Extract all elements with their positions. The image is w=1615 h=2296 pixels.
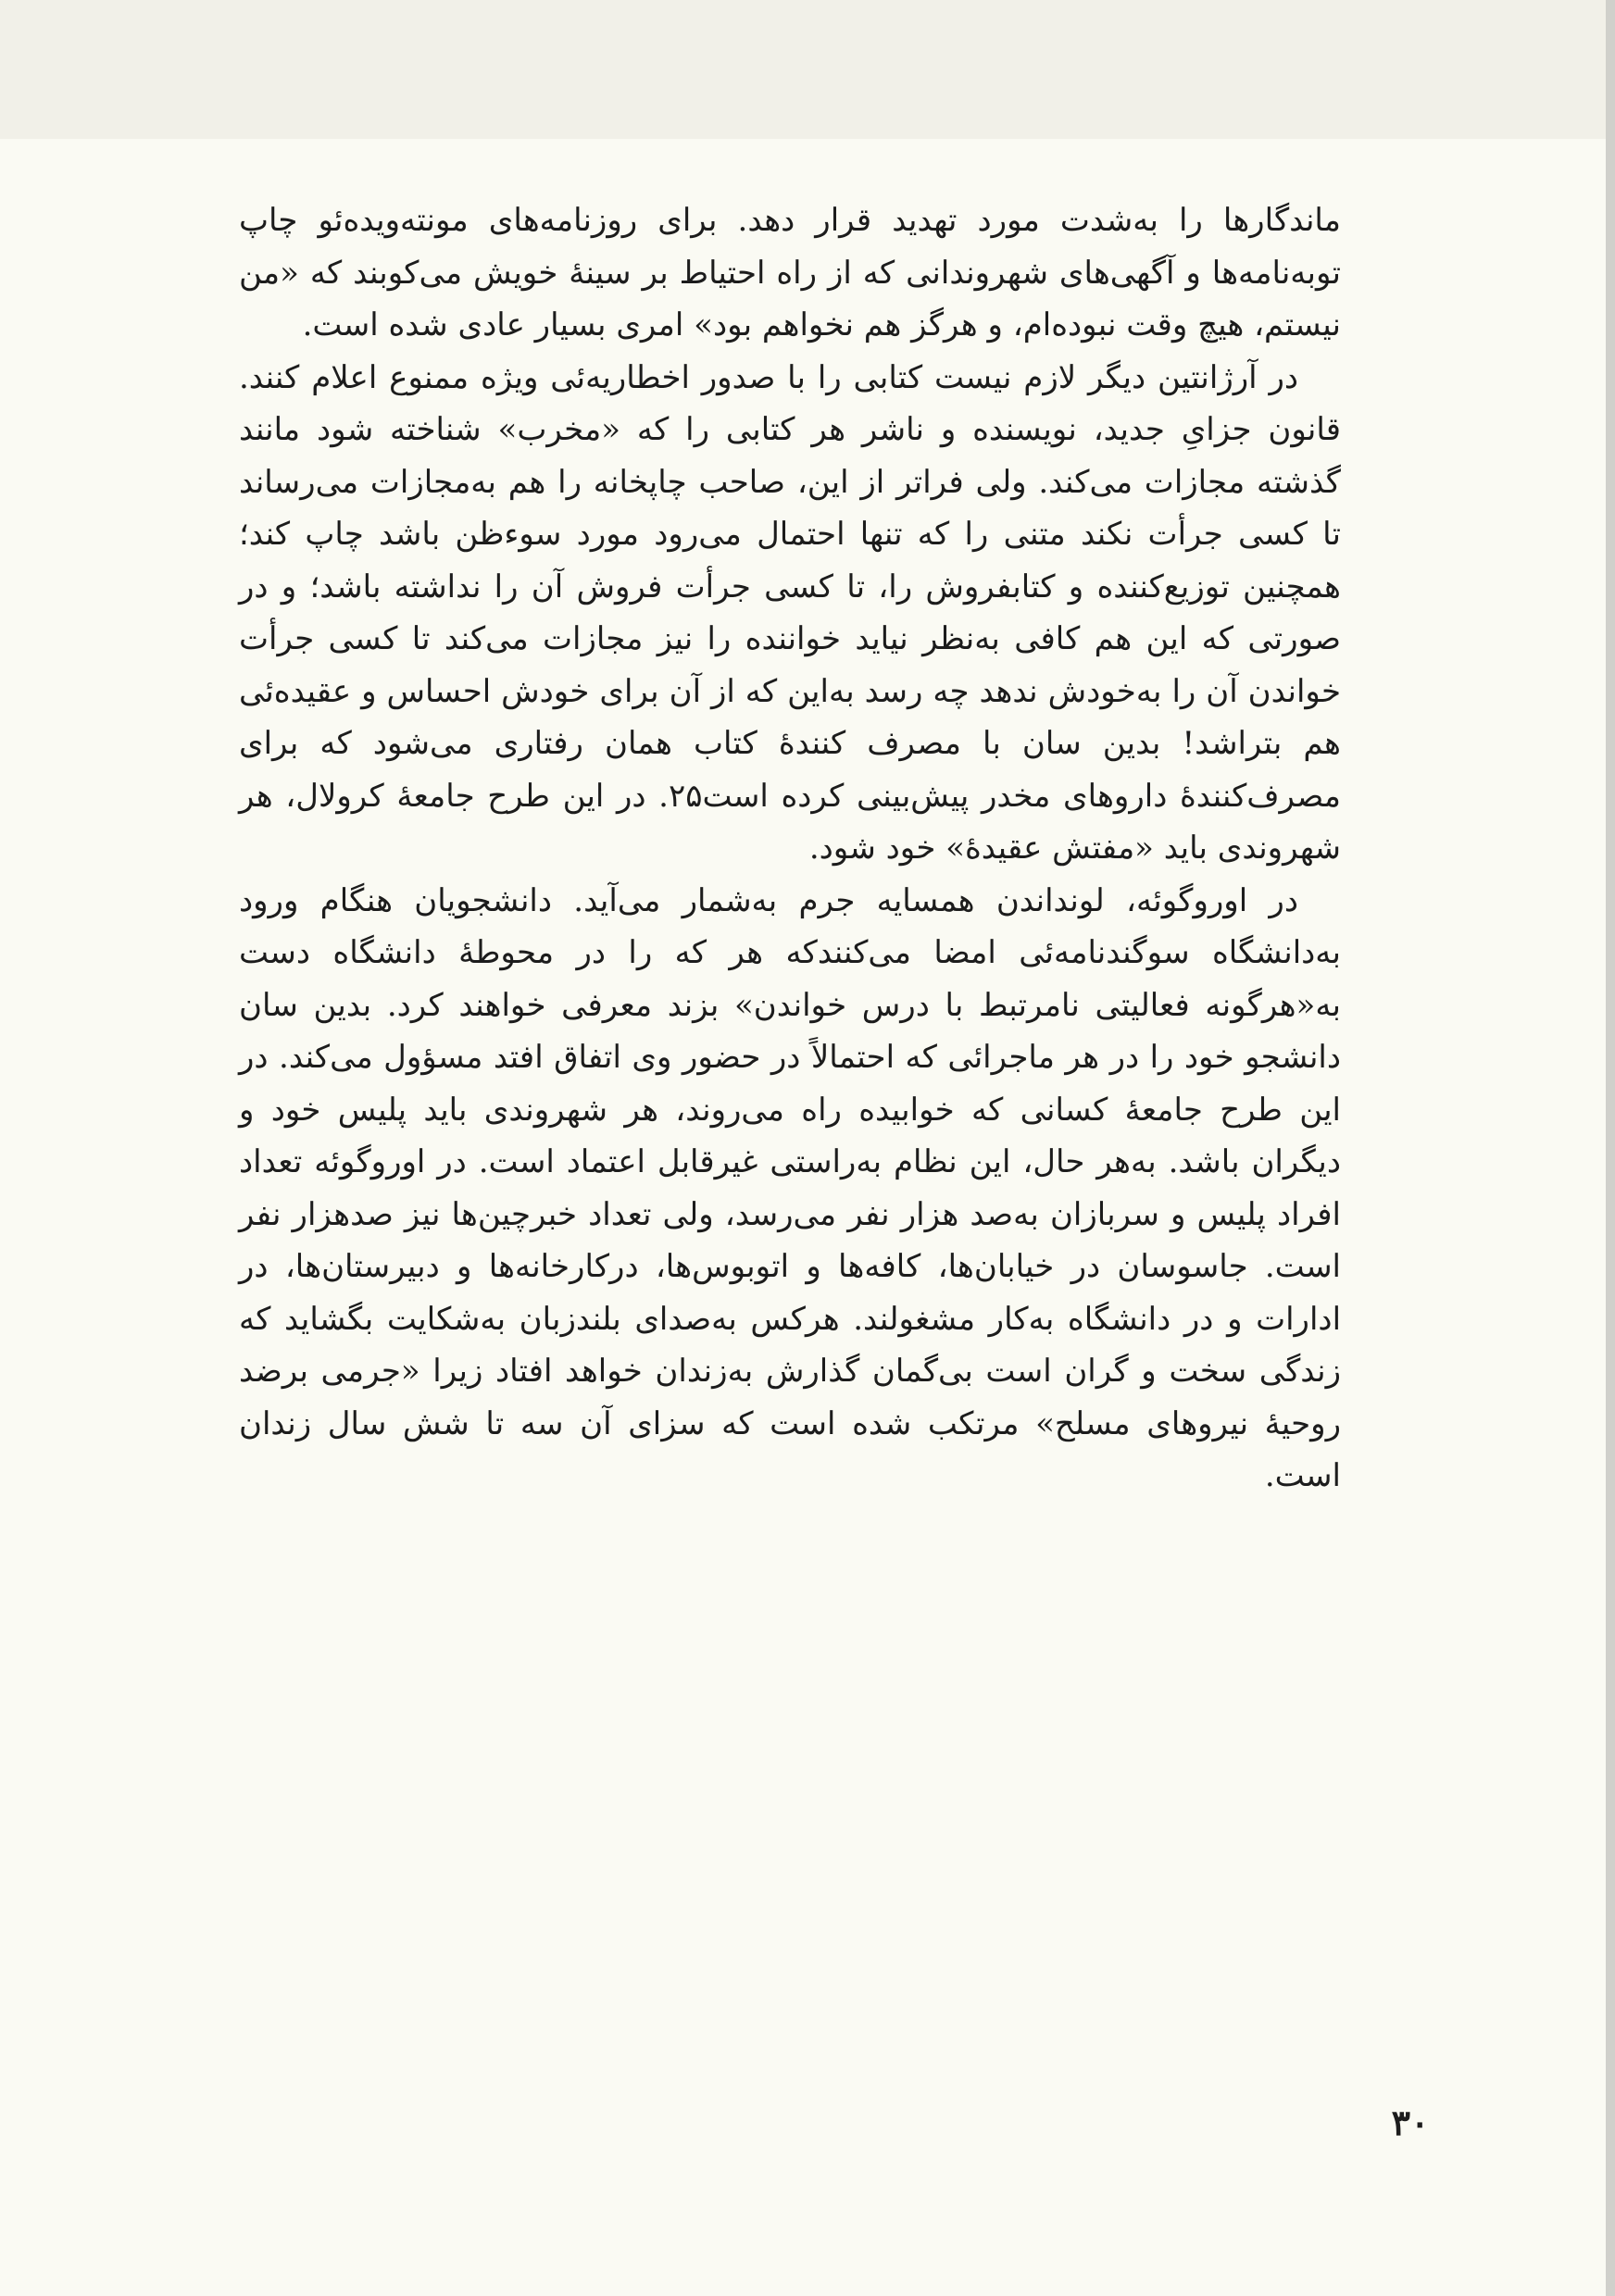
text-line: خیابان‌ها، کافه‌ها و اتوبوس‌ها، درکارخانه‌ها و دبیرستان‌ها، در ادارات و در [239, 1248, 1342, 1338]
text-line: شهروندی باید پلیس خود و دیگران باشد. به‌هر حال، این نظام به‌راستی [239, 1091, 1342, 1180]
paragraph [239, 875, 1341, 1503]
paragraph [239, 352, 1341, 875]
text-line: زندگی سخت و گران است بی‌گمان گذارش به‌زندان خواهد افتاد زیرا [432, 1353, 1341, 1390]
text-line: در اوروگوئه، لونداندن همسایه جرم به‌شمار می‌آید. دانشجویان هنگام [319, 881, 1298, 919]
text-line: در آرژانتین دیگر لازم نیست کتابی را با صدور اخطاریه‌ئی ویژه ممنوع [389, 358, 1299, 396]
text-line: بدین سان با مصرف کنندهٔ کتاب همان رفتاری می‌شود که برای [239, 725, 1161, 762]
paragraph [239, 194, 1341, 352]
text-line: نیاید خواننده را نیز مجازات می‌کند تا کسی جرأت خواندن آن را به‌خودش [239, 620, 1341, 710]
text-line: را هم به‌مجازات می‌رساند تا کسی جرأت نکند متنی را که تنها احتمال [239, 463, 1341, 553]
text-line: کسی جرأت فروش آن را نداشته باشد؛ و در صورتی که این هم کافی به‌نظر [239, 568, 1341, 657]
page-top-margin [0, 0, 1615, 139]
text-line: شناخته شود مانند گذشته مجازات می‌کند. ولی فراتر از این، صاحب چاپخانه [239, 411, 1341, 501]
text-line: اعلام کنند. قانون جزایِ جدید، نویسنده و ناشر هر کتابی را که «مخرب» [239, 358, 1341, 448]
text-line: کرولال، هر شهروندی باید «مفتش عقیدهٔ» خود شود. [239, 777, 1341, 867]
text-line: می‌رود مورد سوءظن باشد چاپ کند؛ همچنین توزیع‌کننده و کتابفروش را، تا [239, 516, 1341, 605]
text-line: چاپ توبه‌نامه‌ها و آگهی‌های شهروندانی که از راه احتیاط بر سینهٔ خویش [239, 202, 1342, 292]
text-line: ورود به‌دانشگاه سوگندنامه‌ئی امضا می‌کنندکه هر که را در محوطهٔ دانشگاه [239, 881, 1342, 971]
text-line: بسیار عادی شده است. [302, 306, 607, 343]
text-line: می‌کوبند که «من نیستم، هیچ وقت نبوده‌ام، و هرگز هم نخواهم بود» امری [239, 254, 1341, 343]
text-line: مصرف‌کنندهٔ داروهای مخدر پیش‌بینی کرده است۲۵. در این طرح جامعهٔ [396, 777, 1342, 815]
text-line: افتد مسؤول می‌کند. در این طرح جامعهٔ کسانی که خوابیده راه می‌روند، هر [239, 1039, 1341, 1129]
text-line: دست به«هرگونه فعالیتی نامرتبط با درس خواندن» بزند معرفی خواهند کرد. [239, 934, 1342, 1024]
body-text [239, 194, 1341, 1503]
text-line: نفر می‌رسد، ولی تعداد خبرچین‌ها نیز صدهزار نفر است. جاسوسان در [239, 1195, 1342, 1285]
text-line: غیرقابل اعتماد است. در اوروگوئه تعداد افراد پلیس و سربازان به‌صد هزار [239, 1143, 1342, 1233]
text-line: دانشگاه به‌کار مشغولند. هرکس به‌صدای بلندزبان به‌شکایت بگشاید که [239, 1300, 1171, 1338]
page-number: ۳۰ [1391, 2102, 1430, 2143]
text-line: تا شش سال زندان است. [239, 1404, 1341, 1494]
page-edge-shadow [1606, 0, 1615, 2296]
text-line: ندهد چه رسد به‌این که از آن برای خودش احساس و عقیده‌ئی هم بتراشد! [239, 672, 1341, 762]
text-line: ماندگارها را به‌شدت مورد تهدید قرار دهد. برای روزنامه‌های مونته‌ویده‌ئو [318, 202, 1342, 239]
text-line: بدین سان دانشجو خود را در هر ماجرائی که احتمالاً در حضور وی اتفاق [239, 986, 1341, 1076]
text-line: «جرمی برضد روحیهٔ نیروهای مسلح» مرتکب شده است که سزای آن سه [239, 1353, 1341, 1442]
